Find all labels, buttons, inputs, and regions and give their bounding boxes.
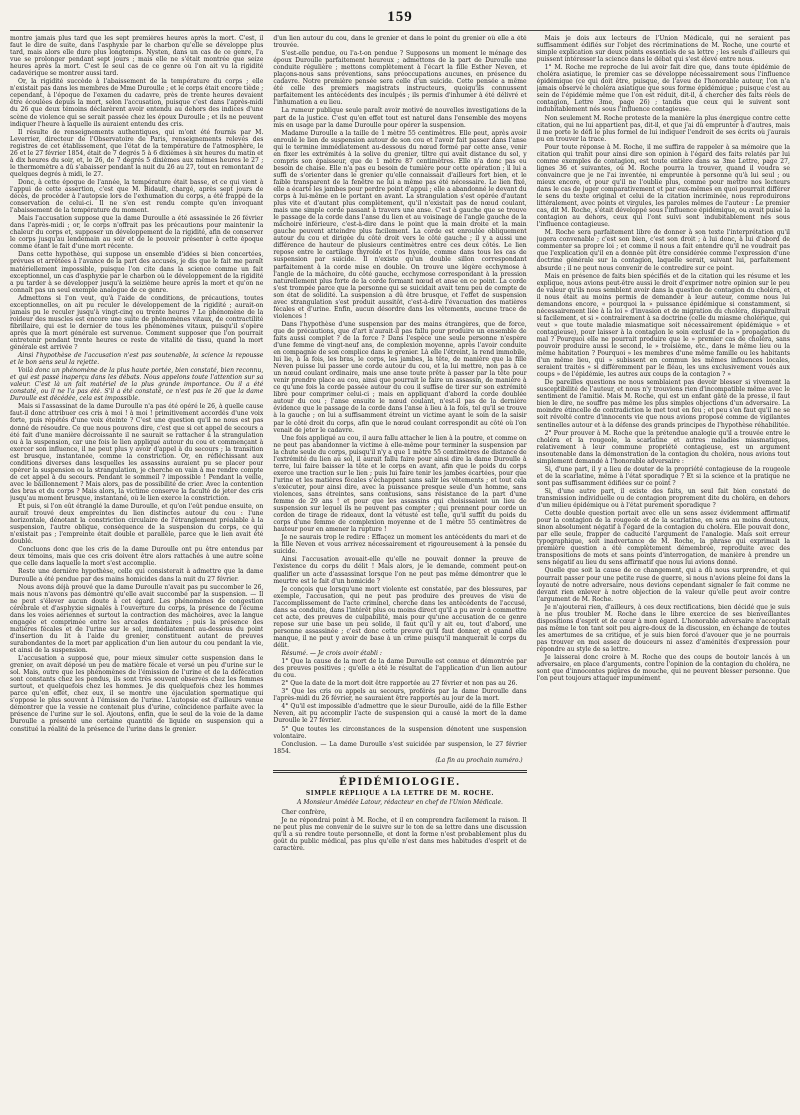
col3-paragraph: 2° Pour prouver à M. Roche que la prétendue analogie qu'il a trouvée entre le choléra et la rougeole, la scarlatine et autres maladies miasmatiques, relativement à leur commune propriété contagieuse, est un argument insoutenable dans la démonstration de la contagion du choléra, nous avions tout simplement demandé à l'honorable adversaire : bbox=[536, 429, 790, 465]
col3-paragraph: Pour toute réponse à M. Roche, il me suffira de rappeler à sa mémoire que la citation qui trahit pour ainsi dire son opinion à l'égard des faits relatés par lui comme exemples de contagion, est toute entière dans sa 3me Lettre, page 27, lignes 36 et suivantes, où M. Roche pourra la trouver, quand il voudra se convaincre que je ne l'ai inventée, ni empruntée à personne qu'à lui seul ; ou mieux encore, et pour qu'il ne l'oublie plus, comme pour mettre nos lecteurs dans le cas de juger comparativement et par eux-mêmes en quoi pourrait différer le sens du texte original et celui de la citation incriminée, nous reproduirons littéralement, avec points et virgules, les paroles mêmes de l'auteur : Le premier cas, dit M. Roche, s'était développé sous l'influence épidémique, ou avait puisé la contagion au dehors, ceux qui l'ont suivi sont indubitablement nés sous l'influence contagieuse. bbox=[536, 143, 790, 229]
col2-paragraph: Madame Duroulle a la taille de 1 mètre 55 centimètres. Elle peut, après avoir enroulé le lien de suspension autour de son cou et l'avoir fait passer dans l'anse qui le termine immédiatement au-dessous du nœud formé par cette anse, venir en fixer les extrémités à la solive du grenier, tiltre qui avait distance du sol, y compris son épaisseur, que de 1 mètre 87 centimètres. Elle n'a donc pas eu besoin de chaise. Elle n'a pas eu besoin de tumière pour cette opération ; il lui a suffi de s'orienter dans le grenier qu'elle connaissait d'ailleurs fort bien, et le faible transparent de la fenêtre ne lui a même pas été nécessaire. Le lien fixé, elle a écarté les jambes pour perdre point d'appui ; elle a abandonné le devant du corps à lui-même en le portant en avant. La strangulation s'est opérée d'autant plus vite et d'autant plus complètement, qu'il n'existait pas de nœud coulant, mais une simple corde passant à travers une anse. C'est à gauche que se trouve le passage de la corde dans l'anse du lien et au voisinage de l'angle gauche de la mâchoire inférieure, c'est-à-dire dans le point que la main droite et la main gauche peuvent atteindre plus facilement. La corde est enroulée obliquement autour du cou et dirigée du côté droit vers le côté gauche ; il y a aussi une différence de hauteur de plusieurs centimètres entre ces deux côtés. Le lien repose entre le cartilage thyroïde et l'os hyoïde, comme dans tous les cas de suspension par suicide. Il n'existe qu'un double sillon correspondant parfaitement à la corde mise en double. On trouve une légère ecchymose à l'angle de la mâchoire, du côté gauche, ecchymose correspondant à la pression naturellement plus forte de la corde formant nœud et anse en ce point. La corde s'est trompée parce que la personne qui se suicidait avait tenu peu de compte de son état de solidité. La suspension a dû être brusque, et l'effet de suspension avec strangulation s'est produit aussitôt, c'est-à-dire l'évacuation des matières fécales et d'urine. Enfin, aucun désordre dans les vêtements, aucune trace de violences ! bbox=[273, 129, 527, 320]
col3-paragraph: Non seulement M. Roche proteste de la manière la plus énergique contre cette citation, qui ne lui appartient pas, dit-il, et que j'ai dû emprunter à d'autres, mais il me porte le défi le plus formel de lui indiquer l'endroit de ses écrits où j'aurais pu en trouver la trace. bbox=[536, 114, 790, 143]
col2-paragraph: S'est-elle pendue, ou l'a-t-on pendue ? Supposons un moment le ménage des époux Duroulle parfaitement heureux ; admettons de la part de Duroulle une conduite régulière ; mettons complètement à l'écart la fille Esther Neven, et plaçons-nous sans préventions, sans préoccupations aucunes, en présence du cadavre. Notre première pensée sera celle d'un suicide. Cette pensée a même été celle des premiers magistrats instructeurs, quoiqu'ils connussent parfaitement les antécédents des inculpés ; ils permis d'inhumer à été délivré et l'inhumation a eu lieu. bbox=[273, 50, 527, 107]
page-number: 159 bbox=[387, 9, 413, 25]
col2-paragraph: Je ne saurais trop le redire : Effaçez un moment les antécédents du mari et de la fille Neven et vous arrivez nécessairement et rigoureusement à la pensée du suicide. bbox=[273, 534, 527, 556]
col2-paragraph: 4° Qu'il est impossible d'admettre que le sieur Duroulle, aidé de la fille Esther Neven, ait pu accomplir l'acte de suspension qui a causé la mort de la dame Duroulle le 27 février. bbox=[273, 703, 527, 725]
col1-paragraph: Voilà donc un phénomène de la plus haute portée, bien constaté, bien reconnu, et qui est passé inaperçu dans les débats. Nous appelons toute l'attention sur sa valeur. C'est là un fait matériel de la plus grande importance. Ou il a été constaté, ou il ne l'a pas été. S'il a été constaté, ce n'est pas le 26 que la dame Duroulle est décédée, cela est impossible. bbox=[10, 367, 264, 403]
col3-paragraph: Si, d'une autre part, il existe des faits, un seul fait bien constaté de transmission individuelle ou de contagion proprement dite du choléra, en dehors d'un milieu épidémique ou à l'état purement sporadique ? bbox=[536, 487, 790, 510]
col3-paragraph: M. Roche sera parfaitement libre de donner à son texte l'interprétation qu'il jugera convenable ; c'est son bien, c'est son droit ; à lui donc, à lui d'abord de commenter sa propre loi ; et comme il nous a fait entendre qu'il ne voudrait pas que l'explication qu'il en a donnée pût être considérée comme l'expression d'une doctrine générale sur la contagion, laquelle serait, suivant lui, parfaitement absurde ; il ne peut nous convenir de le contredire sur ce point. bbox=[536, 229, 790, 272]
col1-paragraph: Reste une dernière hypothèse, celle qui consisterait à admettre que la dame Duroulle a été pendue par des mains homicides dans la nuit du 27 février. bbox=[10, 568, 264, 583]
col3-paragraph: Quelle que soit la cause de ce changement, qui a dû nous surprendre, et qui pourrait passer pour une petite ruse de guerre, si nous n'avions pleine foi dans la loyauté de notre adversaire, nous devions cependant signaler le fait comme ne devant rien enlever à notre objection de la valeur qu'elle peut avoir contre l'argument de M. Roche. bbox=[536, 567, 790, 603]
col2-paragraph: Conclusion. — La dame Duroulle s'est suicidée par suspension, le 27 février 1854. bbox=[273, 740, 527, 755]
col1-paragraph: Mais l'accusation suppose que la dame Duroulle a été assassinée le 26 février dans l'après-midi ; or, le corps n'offrait pas les précautions pour maintenir la chaleur du corps et, supposer un développement de la rigidité, afin de conserver le corps jusqu'au lendemain au soir et de le pouvoir présenter à cette époque comme étant le fait d'une mort récente. bbox=[10, 215, 264, 251]
col1-paragraph: Nous avons déjà prouvé que la dame Duroulle n'avait pas pu succomber le 26, mais nous n'avons pas démontré qu'elle avait succombé par la suspension. — Il ne peut s'élever aucun doute à cet égard. Les phénomènes de congestion cérébrale et d'asphyxie signalés à l'ouverture du corps, la présence de l'écume dans les voies aériennes et surtout la contraction des mâchoires, avec la langue engagée et comprimée entre les arcades dentaires ; puis la présence des matières fécales et de l'urine sur le sol, immédiatement au-dessous du point d'insertion du lit à l'aide du grenier, constituent autant de preuves surabondantes de la mort par application d'un lien autour du cou pendant la vie, et ainsi de la suspension. bbox=[10, 583, 264, 654]
column-2 bbox=[273, 35, 526, 1115]
header-rule bbox=[10, 30, 790, 31]
col1-paragraph: Donc, à cette époque de l'année, la température était basse, et ce qui vient à l'appui de cette assertion, c'est que M. Bidault, chargé, après sept jours de décès, de procéder à l'autopsie lors de l'exhumation du corps, a été frappé de la conservation de celui-ci. Il ne s'en est rendu compte qu'en invoquant l'abaissement de la température du moment. bbox=[10, 178, 264, 215]
col2-paragraph: Résumé. — Je crois avoir établi : bbox=[281, 650, 382, 658]
col1-paragraph: Il résulte de renseignements authentiques, qui m'ont été fournis par M. Leverrier, directeur de l'Observatoire de Paris, renseignements relevés des registres de cet établissement, que l'état de la température de l'atmosphère, le 26 et le 27 février 1854, était de 7 degrés 5 à 6 dixièmes à six heures du matin et à dix heures du soir, et, le 26, de 7 degrés 5 dixièmes aux mêmes heures le 27 ; le thermomètre a dû s'abaisser pendant la nuit du 26 au 27, tout en remontant de quelques degrés à midi, le 27. bbox=[10, 128, 264, 178]
col2-paragraph: 2° Que la date de la mort doit être rapportée au 27 février et non pas au 26. bbox=[281, 680, 518, 688]
col3-paragraph: 1° M. Roche me reproche de lui avoir fait dire que, dans toute épidémie de choléra asiatique, le premier cas se développe nécessairement sous l'influence épidémique (ce qui doit être, puisque, de l'aveu de l'honorable auteur, l'on n'a jamais observé le choléra asiatique que sous forme épidémique ; puisque c'est au sein de l'épidémie même que l'on est réduit, dit-il, à chercher des faits réels de contagion, Lettre 3me, page 26) ; tandis que ceux qui le suivent sont indubitablement nés sous l'influence contagieuse. bbox=[536, 64, 790, 114]
col1-paragraph: Or, la rigidité succède à l'abaissement de la température du corps ; elle n'existait pas dans les membres de Mme Duroulle ; et le corps était encore tiède ; cependant, à l'époque de l'examen du cadavre, près de trente heures devaient être écoulées depuis la mort, selon l'accusation, puisque c'est dans l'après-midi du 26 que deux témoins déclarèrent avoir entendu au dehors des indices d'une scène de violence qui se serait passée chez les époux Duroulle ; et ils ne peuvent indiquer l'heure à laquelle ils auraient entendu des cris. bbox=[10, 78, 264, 128]
col2-paragraph: Une fois appliqué au cou, il aura fallu attacher le lien à la poutre, et comme on ne peut pas abandonner la victime à elle-même pour terminer la suspension par la chute seule du corps, puisqu'il n'y a que 1 mètre 55 centimètres de distance de l'extrémité du lien au sol, il aurait fallu faire pour ainsi dire la dame Duroulle à terre, lui faire baisser la tête et le corps en avant, afin que le poids du corps exerce une traction sur le lien ; puis lui faire tenir les jambes écartées, pour que l'urine et les matières fécales s'échappent sans salir les vêtements ; et tout cela s'exécuter, pour ainsi dire, avec la puissance presque seule d'un homme, sans violences, sans étreintes, sans contusions, sans résistance de la part d'une femme de 29 ans ! et pour que les assassins qui choisissaient un lieu de suspension sur lequel ils ne peuvent pas compter ; qui prennent pour corde un cordon de tirage de rideaux, dont la vétusté est telle, qu'il suffit du poids du corps d'une femme de complexion moyenne et de 1 mètre 55 centimètres de hauteur pour en amener la rupture ! bbox=[273, 434, 527, 534]
col1-paragraph: Dans cette hypothèse, qui suppose un ensemble d'idées si bien concertées, prévues et arrêtées à l'avance de la part des accusés, je dis que le fait me paraît matériellement impossible, puisque l'on cite dans la science comme un fait exceptionnel, un cas d'asphyxie par le charbon où le développement de la rigidité a pu tarder à se développer jusqu'à la seizième heure après la mort et qu'on ne connaît pas un seul exemple analogue de ce genre. bbox=[10, 251, 264, 294]
col1-paragraph: Admettons si l'on veut, qu'à l'aide de conditions, de précautions, toutes exceptionnelles, on ait pu reculer le développement de la rigidité ; aurait-on jamais pu le reculer jusqu'à vingt-cinq ou trente heures ? Le phénomène de la roideur des muscles est encore une suite de phénomènes vitaux, de contractilité fibrillaire, qui est le dernier de tous les phénomènes vitaux, puisqu'il s'opère après que la mort générale est survenue. Comment supposer que l'on pourrait entretenir pendant trente heures ce reste de vitalité de tissu, quand la mort générale est arrivée ? bbox=[10, 294, 264, 352]
section-title: ÉPIDÉMIOLOGIE. bbox=[339, 776, 461, 788]
col2-paragraph: 5° Que toutes les circonstances de la suspension dénotent une suspension volontaire. bbox=[273, 725, 527, 740]
col2-paragraph: Dans l'hypothèse d'une suspension par des mains étrangères, que de force, que de précautions, que d'art n'aurait-il pas fallu pour produire un ensemble de faits aussi complet ? de la force ? Dans l'espèce une seule personne n'espère d'une femme de vingt-neuf ans, de complexion moyenne, après l'avoir conduite en compagnie de son complice dans le grenier. Là elle l'étreint, la rend immobile, lui lie, à la fois, les bras, le corps, les jambes, la tête, de manière que la fille Neven puisse lui passer une corde autour du cou, et la lui mettre, non pas à ce un nœud coulant ordinaire, mais une anse toute prête à passer par la tête pour venir prendre place au cou, ainsi que pourrait le faire un assassin, de manière à ce qu'une fois la corde passée autour du cou il suffise de tirer sur son extrémité libre pour comprimer celui-ci ; mais en appliquant d'abord la corde doublée autour du cou ; l'anse ensuite le nœud coulant, n'est-il pas de la dernière évidence que le passage de la corde dans l'anse à lieu à la fois, tel qu'il se trouve à la gauche ; on lui a suffisamment étreint un victime ayant le soin de la saisir par le côté droit du corps, afin que le nœud coulant correspondit au côté où l'on venait de jeter le cadavre. bbox=[273, 320, 527, 434]
col1-paragraph: Ainsi l'hypothèse de l'accusation n'est pas soutenable, la science la repousse et le bon sens seul la rejette. bbox=[10, 352, 264, 367]
col3-paragraph: Je n'ajouterai rien, d'ailleurs, à ces deux rectifications, bien décidé que je suis à ne plus troubler M. Roche dans le libre exercice de ses bienveillantes dispositions d'esprit et de cœur à mon égard. L'honorable adversaire n'acceptait pas même le ton tant soit peu aigre-doux de la discussion, en échange de toutes les amertumes de sa critique, et je suis bien forcé d'avouer que je ne pourrais pas trouver en moi assez de douceurs ni assez d'aménités d'expression pour répondre au style de sa lettre. bbox=[536, 603, 790, 653]
col2-paragraph: d'un lien autour du cou, dans le grenier et dans le point du grenier où elle a été trouvée. bbox=[273, 35, 527, 50]
col2-paragraph: La rumeur publique seule paraît avoir motivé de nouvelles investigations de la part de la justice. C'est qu'en effet tout est naturel dans l'ensemble des moyens mis en usage par la dame Duroulle pour opérer la suspension. bbox=[273, 107, 527, 129]
column-3 bbox=[537, 35, 790, 1115]
columns bbox=[10, 35, 790, 1115]
col2-paragraph: Je conçois que lorsqu'une mort violente est constatée, par des blessures, par exemple, l'accusation, qui ne peut pas produire des preuves de visu de l'accomplissement de l'acte criminel, cherche dans les antécédents de l'accusé, dans sa conduite, dans l'intérêt plus ou moins direct qu'il a pu avoir à commettre cet acte, des preuves de culpabilité, mais pour qu'une accusation de ce genre repose sur une base un peu solide, il faut qu'il y ait eu, tout d'abord, une personne assassinée ; c'est donc cette preuve qu'il faut donner, et quand elle manque, il ne peut y avoir de base à un crime puisqu'il manquerait le corps du délit. bbox=[273, 585, 527, 649]
col2-paragraph: Ainsi l'accusation avouait-elle qu'elle ne pouvait donner la preuve de l'existence du corps du délit ! Mais alors, je le demande, comment peut-on qualifier un acte d'assassinat lorsque l'on ne peut pas même démontrer que le meurtre est le fait d'un homicide ? bbox=[273, 556, 527, 585]
col3-paragraph: Mais je dois aux lecteurs de l'Union Médicale, qui ne seraient pas suffisamment édifiés sur l'objet des récriminations de M. Roche, une courte et simple explication sur deux points essentiels de sa lettre ; les seuls d'ailleurs qui puissent intéresser la science dans le débat qui s'est élevé entre nous. bbox=[536, 35, 790, 64]
section-rule bbox=[273, 770, 526, 773]
col3-paragraph: Cette double question portait avec elle un sens assez évidemment affirmatif pour la contagion de la rougeole et de la scarlatine, en sens au moins douteux, sinon absolument négatif à l'égard de la contagion du choléra. Elle pouvait donc, par elle seule, frapper de caducité l'argument de l'analogie. Mais soit erreur typographique, soit inadvertance de M. Roche, la phrase qui exprimait la première question a été complètement démembrée, reproduite avec des transpositions de mots et sans points d'interrogation, de manière à prendre un sens négatif au lieu du sens affirmatif que nous lui avions donné. bbox=[536, 510, 790, 567]
col3-paragraph: Si, d'une part, il y a lieu de douter de la propriété contagieuse de la rougeole et de la scarlatine, même à l'état sporadique ? Et si la science et la pratique ne sont pas suffisamment édifiées sur ce point ? bbox=[536, 465, 790, 487]
letter-salutation: Cher confrère, bbox=[281, 808, 327, 816]
col2-paragraph: 1° Que la cause de la mort de la dame Duroulle est connue et démontrée par des preuves positives ; qu'elle a été le résultat de l'application d'un lien autour du cou. bbox=[273, 658, 527, 680]
col1-paragraph: Concluons donc que les cris de la dame Duroulle ont pu être entendus par deux témoins, mais que ces cris doivent être alors rattachés à une autre scène que celle dans laquelle la mort s'est accomplie. bbox=[10, 546, 264, 568]
column-1 bbox=[10, 35, 263, 1115]
col1-paragraph: montre jamais plus tard que les sept premières heures après la mort. C'est, il faut le dire de suite, dans l'asphyxie par le charbon qu'elle se développe plus tard, mais alors elle dure plus longtemps. Nysten, dans un cas de ce genre, l'a vue se prolonger pendant sept jours ; mais elle ne s'était montrée que seize heures après la mort. C'est le seul cas de ce genre où l'on ait vu la rigidité cadavérique se montrer aussi tard. bbox=[10, 35, 264, 78]
letter-dedication: A Monsieur Amédée Latour, rédacteur en chef de l'Union Médicale. bbox=[297, 798, 503, 806]
col3-paragraph: Mais en présence de faits bien spécifiés et de la citation qui les résume et les explique, nous avions peut-être aussi le droit d'exprimer notre opinion sur le peu de valeur qu'ils nous semblent avoir dans la question de contagion du choléra, et il nous était au moins permis de demander à leur auteur, comme nous lui demandons encore, « pourquoi la » puissance épidémique si constamment, si nécessairement liée à la loi » d'invasion et de migration du choléra, disparaîtrait si facilement, et si » contrairement à sa doctrine (celle du miasme cholérique, qui veut » que toute maladie miasmatique soit nécessairement épidémique » et contagieuse), pour laisser à la contagion le soin exclusif de la » propagation du mal ? Pourquoi elle ne pourrait produire que le » premier cas de choléra, sans pouvoir produire aussi le second, le » troisième, etc., dans le même lieu ou la même habitation ? Pourquoi » les membres d'une même famille ou les habitants d'un même lieu, qui » subissent en commun les mêmes influences locales, seraient traités » si différemment par le fléau, les uns exclusivement voués aux coups » de l'épidémie, les autres aux coups de la contagion ? » bbox=[536, 272, 790, 379]
letter-paragraph: Je ne répondrai point à M. Roche, et il en comprendra facilement la raison. Il ne peut plus me convenir de le suivre sur le ton de sa lettre dans une discussion qu'il a su rendre toute personnelle, et dont la forme n'est probablement plus du goût du public médical, pas plus qu'elle n'est dans mes habitudes d'esprit et de caractère. bbox=[273, 816, 527, 853]
col2-paragraph: 3° Que les cris ou appels au secours, proférés par la dame Duroulle dans l'après-midi du 26 février, ne sauraient être rapportés au jour de la mort. bbox=[273, 688, 527, 703]
col3-paragraph: De pareilles questions ne nous semblaient pas devoir blesser si vivement la susceptibilité de l'auteur, et nous n'y trouvions rien d'incompatible même avec le sentiment de l'amitié. Mais M. Roche, qui est un enfant gâté de la presse, il faut bien le dire, ne souffre pas même les plus simples objections d'un adversaire. La moindre étincelle de contradiction le met tout en feu ; et peu s'en faut qu'il ne se soit révolté contre d'innocents vie que nous avions proposé comme de vigilantes sentinelles autour et à la défense des grands principes de l'hypothèse réhabilitée. bbox=[536, 379, 790, 429]
col1-paragraph: Mais si l'assassinat de la dame Duroulle n'a pas été opéré le 26, à quelle cause faut-il donc attribuer ces cris à moi ! à moi ! primitivement accordés d'une voix forte, puis répétés d'une voix éteinte ? C'est une question qu'il ne nous est pas donné de résoudre. Ce que nous pouvons dire, c'est que si cet appel de secours a été fait d'une manière décroissante il ne saurait se rattacher à la strangulation ou à la suspension, car une fois le lien appliqué autour du cou et commençant à exercer son influence, il ne peut plus y avoir d'appel à du secours ; la transition est brusque, instantanée, comme la constriction. Or, en réfléchissant aux conditions diverses dans lesquelles les assassins auraient pu se placer pour opérer la suspension ou la strangulation, je cherche en vain à me rendre compte de cet appel à du secours. Pendant le sommeil ? impossible ! Pendant la veille, avec le bâillonnement ? Mais alors, pas de possibilité de crier. Avec la contention des bras et du corps ? Mais alors, la victime conserve la faculté de jeter des cris jusqu'au moment brusque, instantané, où le lien exerce la constriction. bbox=[10, 403, 264, 502]
article-subtitle: SIMPLE RÉPLIQUE A LA LETTRE DE M. ROCHE. bbox=[305, 789, 495, 797]
col1-paragraph: Et puis, si l'on eût étranglé la dame Duroulle, et qu'on l'eût pendue ensuite, on aurait trouvé deux empreintes du lien distinctes autour du cou : l'une horizontale, dénotant la constriction circulaire de l'étranglement préalable à la suspension, l'autre oblique, conséquence de la suspension du corps, ce qui n'existait pas ; l'empreinte était double et parallèle, parce que le lien avait été doublé. bbox=[10, 503, 264, 546]
col1-paragraph: L'accusation a supposé que, pour mieux simuler cette suspension dans le grenier, on avait déposé un peu de matière fécale et versé un peu d'urine sur le sol. Mais, outre que les phénomènes de l'émission de l'urine et de la défécation sont constants chez les pendus, ils sont très souvent observés chez les femmes surtout, et quelquefois chez les hommes. Je dis quelquefois chez les hommes parce qu'en effet, chez eux, il se montre une éjaculation spermatique qui s'oppose le plus souvent à l'émission de l'urine. L'autopsie est d'ailleurs venue démontrer que la vessie ne contenait plus d'urine, coïncidence parfaite avec la présence de l'urine sur le sol. Ajoutons, enfin, que le seul de la voie de la dame Duroulle a présenté une certaine quantité de liquide en suspension qui a constitué la réalité de la présence de l'urine dans le grenier. bbox=[10, 655, 264, 733]
col3-paragraph: Je laisserai donc croire à M. Roche que des coups de boutoir lancés à un adversaire, en place d'arguments, contre l'opinion de la contagion du choléra, ne sont que d'innocentes piqûres de mouche, qui ne peuvent blesser personne. Que l'on peut toujours attaquer impunément bbox=[536, 654, 790, 683]
continued-note: (La fin au prochain numéro.) bbox=[435, 756, 523, 764]
